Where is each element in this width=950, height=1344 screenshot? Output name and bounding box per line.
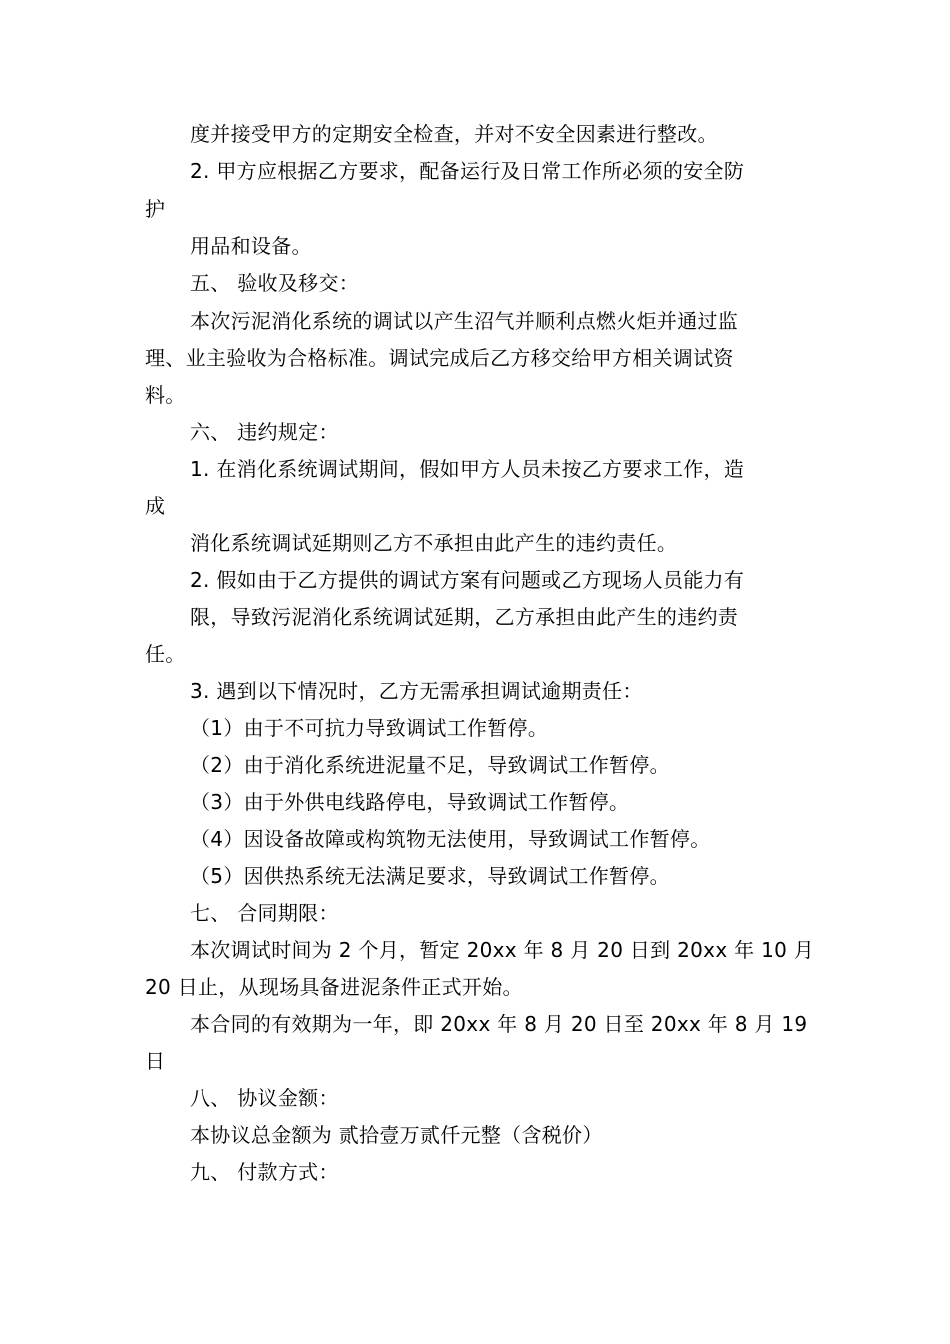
section-heading-amount: 八、 协议金额： bbox=[190, 1086, 339, 1110]
list-item: （1）由于不可抗力导致调试工作暂停。 bbox=[190, 716, 549, 740]
body-line: 限，导致污泥消化系统调试延期，乙方承担由此产生的违约责 bbox=[190, 605, 739, 629]
list-item: （3）由于外供电线路停电，导致调试工作暂停。 bbox=[190, 790, 630, 814]
body-line: 成 bbox=[145, 494, 166, 518]
list-item: （2）由于消化系统进泥量不足，导致调试工作暂停。 bbox=[190, 753, 670, 777]
body-line: 日 bbox=[145, 1049, 166, 1073]
clause-2-line: 2. 甲方应根据乙方要求，配备运行及日常工作所必须的安全防 bbox=[190, 159, 745, 183]
section-heading-breach: 六、 违约规定： bbox=[190, 420, 339, 444]
body-line: 用品和设备。 bbox=[190, 234, 312, 258]
body-line: 本次污泥消化系统的调试以产生沼气并顺利点燃火炬并通过监 bbox=[190, 309, 739, 333]
body-line: 20 日止，从现场具备进泥条件正式开始。 bbox=[145, 975, 523, 999]
clause-3-line: 3. 遇到以下情况时，乙方无需承担调试逾期责任： bbox=[190, 679, 643, 703]
body-line: 消化系统调试延期则乙方不承担由此产生的违约责任。 bbox=[190, 531, 678, 555]
body-line: 任。 bbox=[145, 642, 186, 666]
section-heading-term: 七、 合同期限： bbox=[190, 901, 339, 925]
body-line: 料。 bbox=[145, 383, 186, 407]
body-line: 本合同的有效期为一年，即 20xx 年 8 月 20 日至 20xx 年 8 月 19 bbox=[190, 1012, 808, 1036]
list-item: （5）因供热系统无法满足要求，导致调试工作暂停。 bbox=[190, 864, 670, 888]
list-item: （4）因设备故障或构筑物无法使用，导致调试工作暂停。 bbox=[190, 827, 711, 851]
clause-2-line: 2. 假如由于乙方提供的调试方案有问题或乙方现场人员能力有 bbox=[190, 568, 745, 592]
section-heading-acceptance: 五、 验收及移交： bbox=[190, 271, 360, 295]
section-heading-payment: 九、 付款方式： bbox=[190, 1160, 339, 1184]
body-line: 本次调试时间为 2 个月，暂定 20xx 年 8 月 20 日到 20xx 年 10 月 bbox=[190, 938, 815, 962]
clause-1-line: 1. 在消化系统调试期间，假如甲方人员未按乙方要求工作，造 bbox=[190, 457, 745, 481]
body-line: 理、业主验收为合格标准。调试完成后乙方移交给甲方相关调试资 bbox=[145, 346, 734, 370]
body-line: 护 bbox=[145, 197, 166, 221]
body-line: 本协议总金额为 贰拾壹万贰仟元整（含税价） bbox=[190, 1123, 603, 1147]
body-line: 度并接受甲方的定期安全检查，并对不安全因素进行整改。 bbox=[190, 122, 718, 146]
